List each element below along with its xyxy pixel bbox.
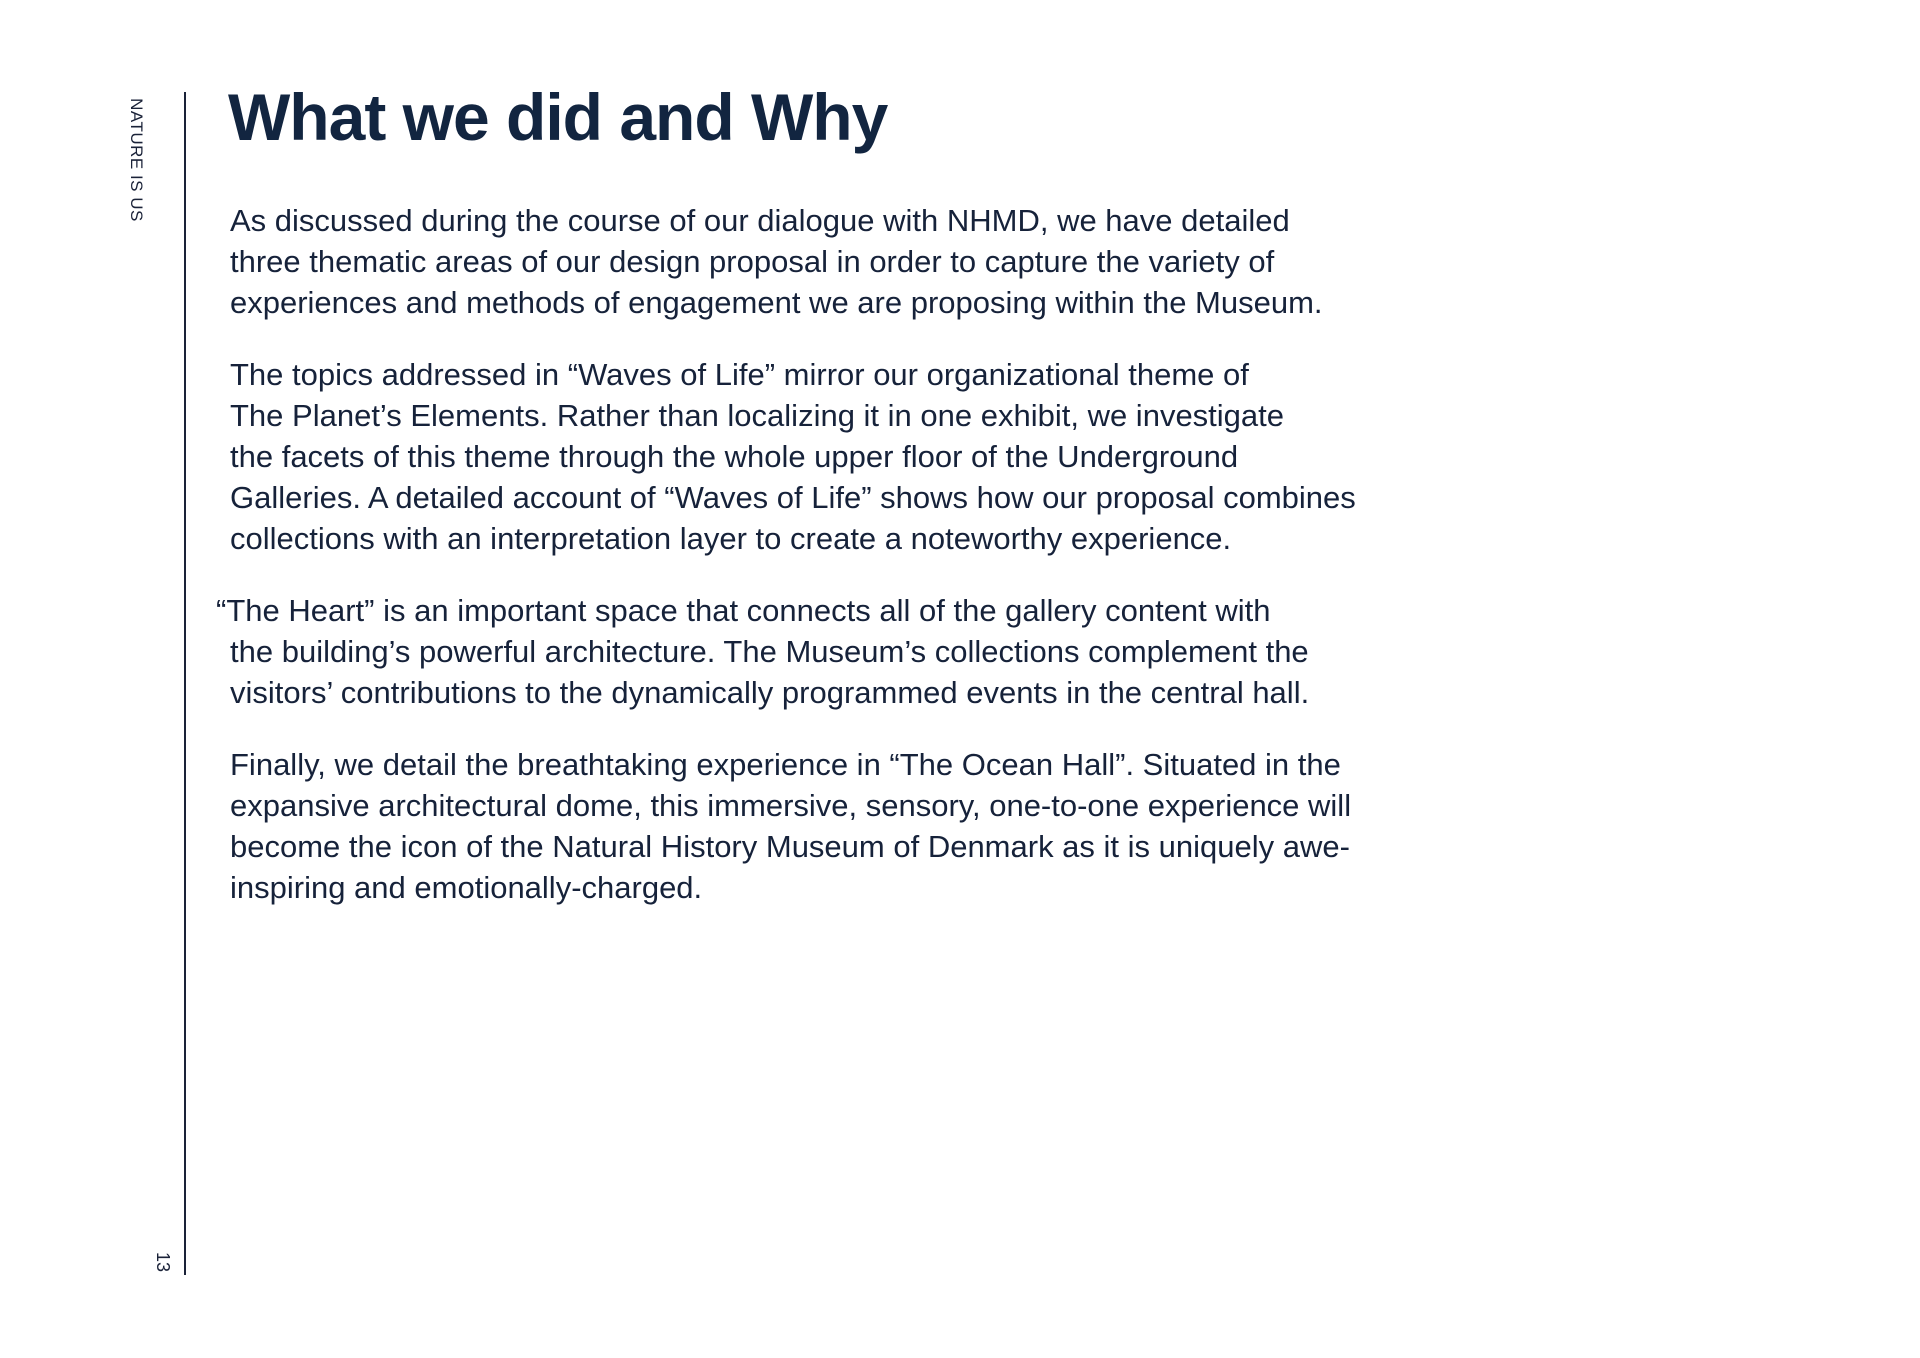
text-line: visitors’ contributions to the dynamically programmed events in the central hall. [230,675,1310,710]
text-line: The topics addressed in “Waves of Life” mirror our organizational theme of [230,357,1249,392]
paragraph-the-heart [216,590,1490,713]
paragraph-waves-of-life [230,354,1490,559]
page-heading: What we did and Why [228,80,888,154]
text-line: “The Heart” is an important space that connects all of the gallery content with [216,593,1271,628]
text-line: Galleries. A detailed account of “Waves of Life” shows how our proposal combines [230,480,1356,515]
text-line: three thematic areas of our design proposal in order to capture the variety of [230,244,1275,279]
text-line: the building’s powerful architecture. The Museum’s collections complement the [230,634,1309,669]
paragraph-ocean-hall [230,744,1490,908]
text-line: expansive architectural dome, this immersive, sensory, one-to-one experience will [230,788,1352,823]
text-line: become the icon of the Natural History Museum of Denmark as it is uniquely awe- [230,829,1350,864]
page-number: 13 [153,1251,173,1273]
vertical-divider [184,92,186,1275]
text-line: collections with an interpretation layer to create a noteworthy experience. [230,521,1232,556]
text-line: experiences and methods of engagement we are proposing within the Museum. [230,285,1323,320]
text-line: the facets of this theme through the whole upper floor of the Underground [230,439,1239,474]
paragraph-intro [230,200,1490,323]
text-line: The Planet’s Elements. Rather than localizing it in one exhibit, we investigate [230,398,1285,433]
text-line: inspiring and emotionally-charged. [230,870,703,905]
text-line: Finally, we detail the breathtaking experience in “The Ocean Hall”. Situated in the [230,747,1341,782]
text-line: As discussed during the course of our dialogue with NHMD, we have detailed [230,203,1290,238]
body-text [216,200,1490,939]
document-running-title: NATURE IS US [127,98,146,222]
